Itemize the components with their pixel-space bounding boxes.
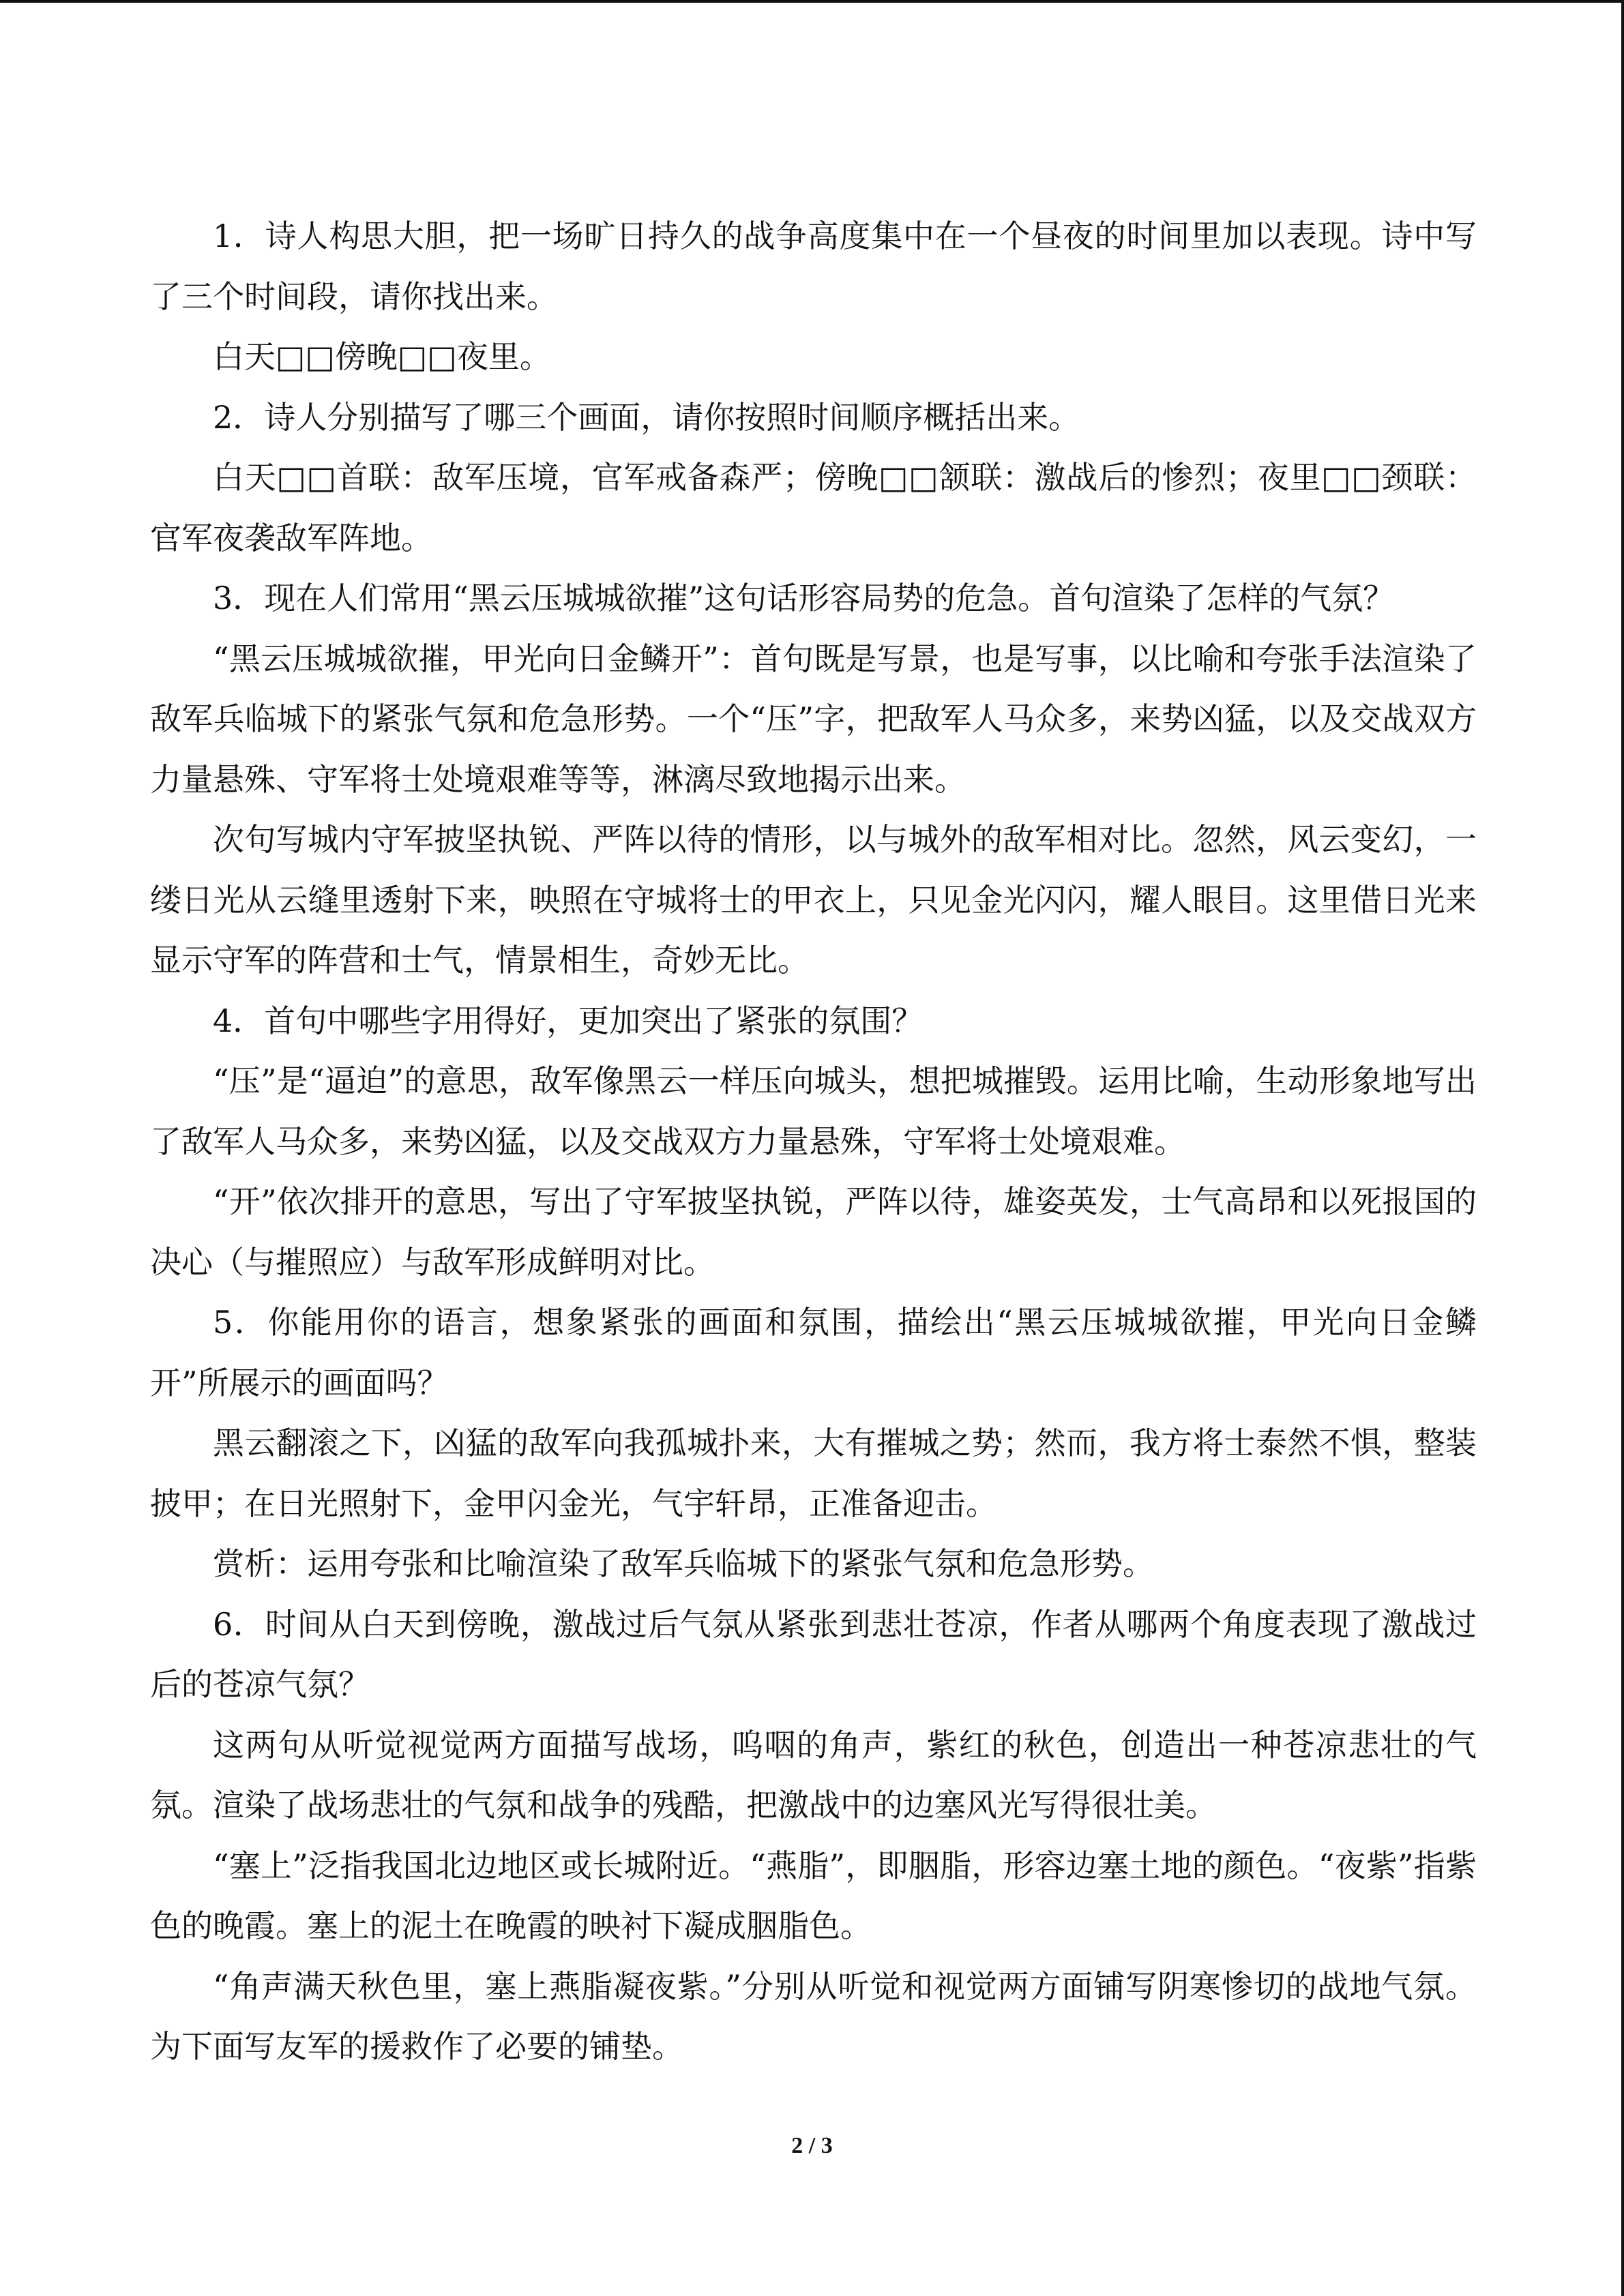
question-1: 1．诗人构思大胆，把一场旷日持久的战争高度集中在一个昼夜的时间里加以表现。诗中写了三个时间段，请你找出来。 <box>150 218 1477 315</box>
answer-4-part-2: “开”依次排开的意思，写出了守军披坚执锐，严阵以待，雄姿英发，士气高昂和以死报国的决心（与摧照应）与敌军形成鲜明对比。 <box>150 1183 1477 1281</box>
answer-4-part-1: “压”是“逼迫”的意思，敌军像黑云一样压向城头，想把城摧毁。运用比喻，生动形象地写出了敌军人马众多，来势凶猛，以及交战双方力量悬殊，守军将士处境艰难。 <box>150 1062 1477 1160</box>
answer-6-part-3: “角声满天秋色里，塞上燕脂凝夜紫。”分别从听觉和视觉两方面铺写阴寒惨切的战地气氛。为下面写友军的援救作了必要的铺垫。 <box>150 1967 1477 2065</box>
document-body <box>150 206 1477 2077</box>
answer-6-part-2: “塞上”泛指我国北边地区或长城附近。“燕脂”，即胭脂，形容边塞土地的颜色。“夜紫”指紫色的晚霞。塞上的泥土在晚霞的映衬下凝成胭脂色。 <box>150 1847 1477 1944</box>
answer-2: 白天□□首联：敌军压境，官军戒备森严；傍晚□□颔联：激战后的惨烈；夜里□□颈联：官军夜袭敌军阵地。 <box>150 459 1477 556</box>
answer-3-part-2: 次句写城内守军披坚执锐、严阵以待的情形，以与城外的敌军相对比。忽然，风云变幻，一缕日光从云缝里透射下来，映照在守城将士的甲衣上，只见金光闪闪，耀人眼目。这里借日光来显示守军的阵营和士气，情景相生，奇妙无比。 <box>150 821 1477 979</box>
question-3: 3．现在人们常用“黑云压城城欲摧”这句话形容局势的危急。首句渲染了怎样的气氛？ <box>213 580 1395 616</box>
top-border-line <box>0 0 1624 3</box>
question-4: 4．首句中哪些字用得好，更加突出了紧张的氛围？ <box>213 1002 924 1039</box>
answer-6-part-1: 这两句从听觉视觉两方面描写战场，呜咽的角声，紫红的秋色，创造出一种苍凉悲壮的气氛。渲染了战场悲壮的气氛和战争的残酷，把激战中的边塞风光写得很壮美。 <box>150 1726 1477 1823</box>
question-2: 2．诗人分别描写了哪三个画面，请你按照时间顺序概括出来。 <box>213 398 1080 436</box>
page-number: 2 / 3 <box>791 2133 833 2158</box>
right-border-line <box>1621 0 1624 2296</box>
answer-1: 白天□□傍晚□□夜里。 <box>213 338 551 375</box>
question-6: 6．时间从白天到傍晚，激战过后气氛从紧张到悲壮苍凉，作者从哪两个角度表现了激战过后的苍凉气氛？ <box>150 1605 1477 1703</box>
answer-3-part-1: “黑云压城城欲摧，甲光向日金鳞开”：首句既是写景，也是写事，以比喻和夸张手法渲染了敌军兵临城下的紧张气氛和危急形势。一个“压”字，把敌军人马众多，来势凶猛，以及交战双方力量悬殊、守军将士处境艰难等等，淋漓尽致地揭示出来。 <box>150 640 1477 798</box>
answer-5: 黑云翻滚之下，凶猛的敌军向我孤城扑来，大有摧城之势；然而，我方将士泰然不惧，整装披甲；在日光照射下，金甲闪金光，气宇轩昂，正准备迎击。 <box>150 1425 1477 1522</box>
answer-5-appreciation: 赏析：运用夸张和比喻渲染了敌军兵临城下的紧张气氛和危急形势。 <box>213 1545 1154 1582</box>
question-5: 5．你能用你的语言，想象紧张的画面和氛围，描绘出“黑云压城城欲摧，甲光向日金鳞开”所展示的画面吗？ <box>150 1304 1477 1401</box>
